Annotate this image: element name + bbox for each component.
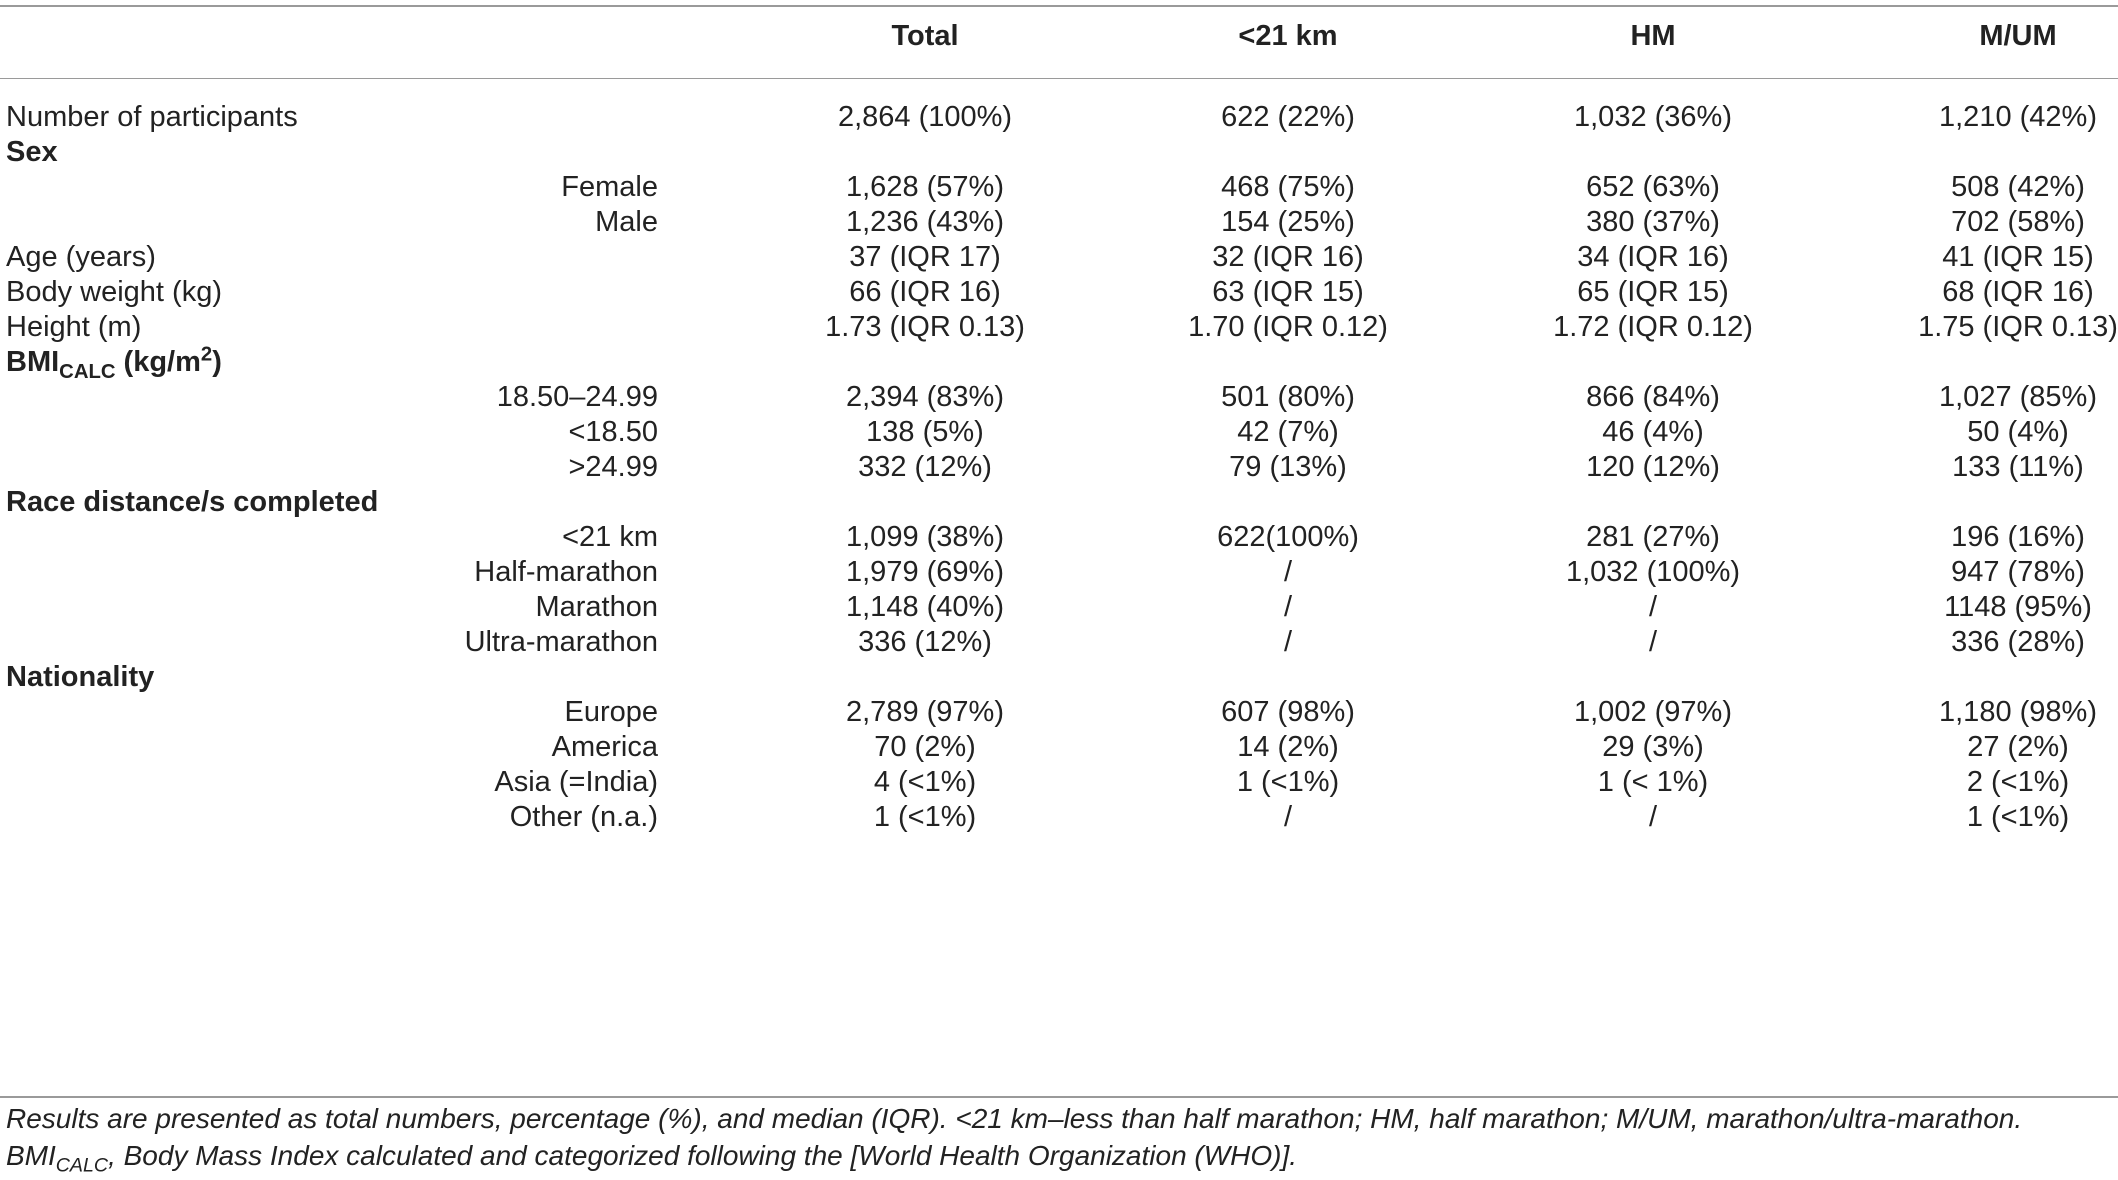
cell-hm: /: [1648, 801, 1658, 833]
cell-total: 1,628 (57%): [846, 171, 1004, 203]
cell-lt21: 32 (IQR 16): [1212, 241, 1364, 273]
cell-total: 1.73 (IQR 0.13): [825, 311, 1025, 343]
cell-lt21: 607 (98%): [1221, 696, 1355, 728]
table-top-rule: [0, 5, 2118, 7]
row-sublabel: Other (n.a.): [509, 801, 658, 833]
cell-hm: 1,032 (100%): [1565, 556, 1741, 588]
cell-mum: 1,180 (98%): [1939, 696, 2097, 728]
cell-mum: 196 (16%): [1951, 521, 2085, 553]
cell-total: 66 (IQR 16): [849, 276, 1001, 308]
section-heading: Race distance/s completed: [6, 486, 379, 518]
cell-total: 1,236 (43%): [846, 206, 1004, 238]
cell-lt21: 1.70 (IQR 0.12): [1188, 311, 1388, 343]
cell-lt21: 63 (IQR 15): [1212, 276, 1364, 308]
cell-mum: 133 (11%): [1952, 451, 2084, 483]
cell-hm: 29 (3%): [1602, 731, 1704, 763]
cell-hm: 380 (37%): [1586, 206, 1720, 238]
cell-total: 1,979 (69%): [846, 556, 1004, 588]
cell-total: 336 (12%): [858, 626, 992, 658]
footnote-line-2: $BMI_{CALC}$, Body Mass Index calculated and categorized following the [World Health Organization (WHO)].: [6, 1140, 1298, 1177]
cell-hm: 65 (IQR 15): [1577, 276, 1729, 308]
cell-mum: 1148 (95%): [1944, 591, 2092, 623]
row-sublabel: Europe: [564, 696, 658, 728]
cell-lt21: 14 (2%): [1237, 731, 1339, 763]
cell-hm: 281 (27%): [1586, 521, 1720, 553]
cell-mum: 1.75 (IQR 0.13): [1918, 311, 2118, 343]
cell-total: 1,148 (40%): [846, 591, 1004, 623]
cell-lt21: /: [1283, 591, 1293, 623]
cell-mum: 947 (78%): [1951, 556, 2085, 588]
table-bottom-rule: [0, 1096, 2118, 1098]
cell-mum: 1 (<1%): [1966, 801, 2070, 833]
cell-total: 1 (<1%): [873, 801, 977, 833]
table-footnote: [6, 1100, 2111, 1177]
cell-hm: /: [1648, 626, 1658, 658]
cell-lt21: 42 (7%): [1237, 416, 1339, 448]
cell-hm: 120 (12%): [1586, 451, 1720, 483]
header-total: Total: [891, 20, 959, 52]
row-sublabel: >24.99: [568, 451, 658, 483]
cell-total: 2,789 (97%): [846, 696, 1004, 728]
cell-hm: 1,032 (36%): [1574, 101, 1732, 133]
row-label: Height (m): [6, 311, 142, 343]
table-row: [0, 794, 2118, 841]
cell-lt21: /: [1283, 556, 1293, 588]
row-sublabel: 18.50–24.99: [496, 381, 658, 413]
cell-mum: 2 (<1%): [1966, 766, 2070, 798]
row-sublabel: <21 km: [562, 521, 658, 553]
cell-total: 70 (2%): [874, 731, 976, 763]
row-sublabel: Female: [561, 171, 658, 203]
cell-mum: 336 (28%): [1951, 626, 2085, 658]
section-heading: $BMI_{CALC}$ $(kg/m^2)$: [6, 343, 222, 383]
cell-lt21: 468 (75%): [1221, 171, 1355, 203]
cell-total: 4 (<1%): [873, 766, 977, 798]
cell-mum: 50 (4%): [1967, 416, 2069, 448]
cell-mum: 1,210 (42%): [1939, 101, 2097, 133]
footnote-line-1: Results are presented as total numbers, percentage (%), and median (IQR). <21 km–less than half marathon; HM, half marathon; M/UM, marathon/ultra-marathon.: [6, 1103, 2023, 1134]
section-heading: Nationality: [6, 661, 155, 693]
cell-hm: 1 (< 1%): [1597, 766, 1709, 798]
cell-hm: 46 (4%): [1602, 416, 1704, 448]
cell-lt21: 79 (13%): [1229, 451, 1347, 483]
table-header-row: [0, 13, 2118, 60]
cell-mum: 508 (42%): [1951, 171, 2085, 203]
row-label: Age (years): [6, 241, 156, 273]
cell-lt21: 622 (22%): [1221, 101, 1355, 133]
row-sublabel: Male: [595, 206, 658, 238]
row-sublabel: Ultra-marathon: [464, 626, 658, 658]
cell-total: 138 (5%): [866, 416, 984, 448]
cell-hm: 652 (63%): [1586, 171, 1720, 203]
cell-lt21: 1 (<1%): [1236, 766, 1340, 798]
row-sublabel: Asia (=India): [494, 766, 658, 798]
cell-total: 2,864 (100%): [837, 101, 1013, 133]
cell-hm: /: [1648, 591, 1658, 623]
cell-hm: 1.72 (IQR 0.12): [1553, 311, 1753, 343]
row-label: Number of participants: [6, 101, 298, 133]
cell-mum: 1,027 (85%): [1939, 381, 2097, 413]
cell-lt21: 501 (80%): [1221, 381, 1355, 413]
cell-total: 37 (IQR 17): [849, 241, 1001, 273]
table-header-rule: [0, 78, 2118, 79]
cell-total: 2,394 (83%): [846, 381, 1004, 413]
header-mum: M/UM: [1979, 20, 2057, 52]
cell-mum: 27 (2%): [1967, 731, 2069, 763]
header-lt21: <21 km: [1238, 20, 1338, 52]
cell-total: 332 (12%): [858, 451, 992, 483]
cell-hm: 866 (84%): [1586, 381, 1720, 413]
cell-hm: 1,002 (97%): [1574, 696, 1732, 728]
row-sublabel: Half-marathon: [474, 556, 658, 588]
cell-mum: 68 (IQR 16): [1942, 276, 2094, 308]
cell-hm: 34 (IQR 16): [1577, 241, 1729, 273]
cell-lt21: 154 (25%): [1221, 206, 1355, 238]
cell-lt21: /: [1283, 801, 1293, 833]
row-label: Body weight (kg): [6, 276, 222, 308]
cell-lt21: /: [1283, 626, 1293, 658]
cell-lt21: 622(100%): [1217, 521, 1359, 553]
cell-mum: 41 (IQR 15): [1942, 241, 2094, 273]
row-sublabel: <18.50: [568, 416, 658, 448]
row-sublabel: America: [551, 731, 658, 763]
section-heading: Sex: [6, 136, 58, 168]
cell-total: 1,099 (38%): [846, 521, 1004, 553]
header-hm: HM: [1630, 20, 1676, 52]
cell-mum: 702 (58%): [1951, 206, 2085, 238]
row-sublabel: Marathon: [535, 591, 658, 623]
